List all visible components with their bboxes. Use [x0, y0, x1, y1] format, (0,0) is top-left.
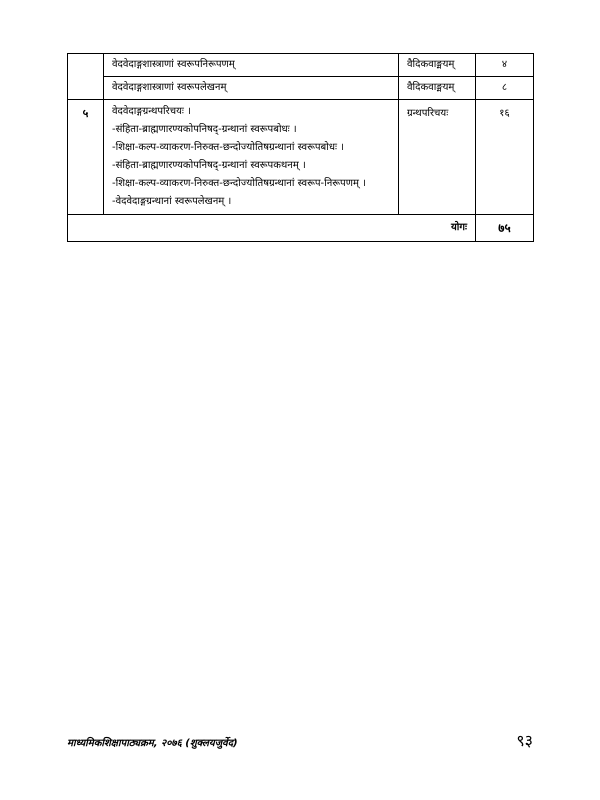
text-cell: ग्रन्थपरिचयः [399, 100, 476, 215]
content-line: वेदवेदाङ्गशास्त्राणां स्वरूपलेखनम् [112, 82, 227, 93]
period-cell: ८ [476, 77, 534, 100]
table-row [68, 77, 534, 100]
content-cell [104, 77, 399, 100]
table-row [68, 54, 534, 77]
curriculum-table [67, 53, 534, 242]
page-number: ९३ [516, 731, 533, 750]
footer-title: माध्यमिकशिक्षापाठ्यक्रम, २०७६ (शुक्लयजुर्वेद) [67, 738, 238, 749]
text-cell: वैदिकवाङ्मयम् [399, 77, 476, 100]
period-cell: १६ [476, 100, 534, 215]
content-line: -शिक्षा-कल्प-व्याकरण-निरुक्त-छन्दोज्योतिषग्रन्थानां स्वरूपबोधः । [112, 142, 344, 153]
row-number-cell [68, 54, 104, 100]
content-line: -संहिता-ब्राह्मणारण्यकोपनिषद्-ग्रन्थानां स्वरूपकथनम् । [112, 160, 306, 171]
total-row [68, 215, 534, 242]
content-line: -संहिता-ब्राह्मणारण्यकोपनिषद्-ग्रन्थानां स्वरूपबोधः । [112, 124, 297, 135]
total-value: ७५ [476, 215, 534, 242]
content-cell [104, 54, 399, 77]
content-cell [104, 100, 399, 215]
content-line: वेदवेदाङ्गग्रन्थपरिचयः । [112, 106, 191, 117]
row-number-cell: ५ [68, 100, 104, 215]
total-label: योगः [68, 215, 476, 242]
content-line: वेदवेदाङ्गशास्त्राणां स्वरूपनिरूपणम् [112, 59, 235, 70]
text-cell: वैदिकवाङ्मयम् [399, 54, 476, 77]
table-row [68, 100, 534, 215]
content-line: -वेदवेदाङ्गग्रन्थानां स्वरूपलेखनम् । [112, 196, 232, 207]
content-line: -शिक्षा-कल्प-व्याकरण-निरुक्त-छन्दोज्योतिषग्रन्थानां स्वरूप-निरूपणम् । [112, 178, 366, 189]
period-cell: ४ [476, 54, 534, 77]
